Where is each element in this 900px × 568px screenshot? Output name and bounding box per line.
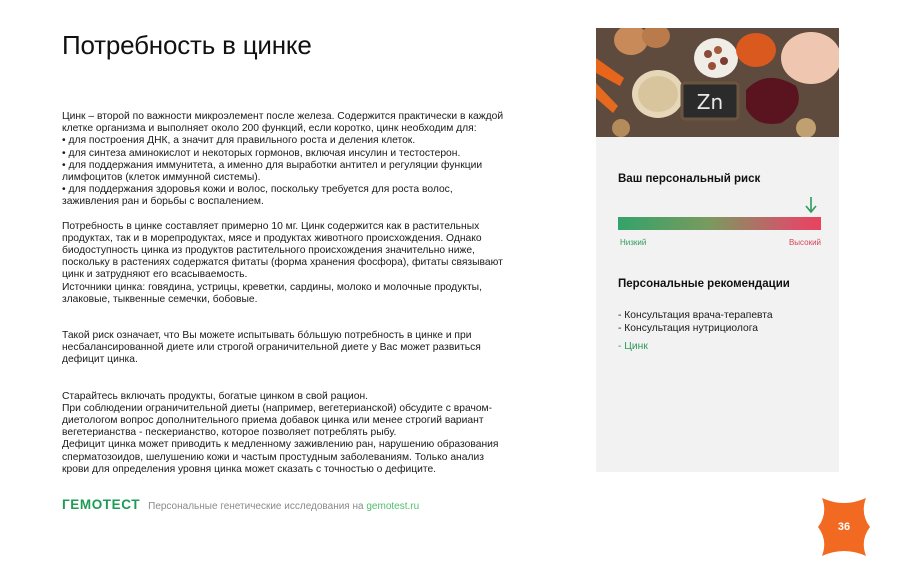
zinc-link[interactable]: - Цинк	[618, 341, 648, 352]
gemotest-logo: ГЕМОТЕСТ	[62, 497, 141, 512]
paragraph-zinc-sources	[62, 221, 562, 306]
paragraph-risk-meaning	[62, 330, 562, 367]
text-line: Источники цинка: говядина, устрицы, креветки, сардины, молоко и молочные продукты,	[62, 281, 482, 293]
text-line: Дефицит цинка может приводить к медленному заживлению ран, нарушению образования	[62, 439, 499, 451]
risk-title: Ваш персональный риск	[618, 173, 761, 185]
text-line: биодоступность цинка из продуктов растительного происхождения значительно ниже,	[62, 245, 475, 257]
text-line: лимфоцитов (клеток иммунной системы).	[62, 172, 261, 184]
text-line: Потребность в цинке составляет примерно 10 мг. Цинк содержится как в растительных	[62, 220, 480, 232]
page-number: 36	[837, 521, 851, 533]
text-line: • для поддержания здоровья кожи и волос, поскольку требуется для роста волос,	[62, 184, 453, 196]
text-line: • для синтеза аминокислот и некоторых гормонов, включая инсулин и тестостерон.	[62, 147, 461, 159]
paragraph-zinc-functions	[62, 111, 562, 209]
footer-caption: Персональные генетические исследования на	[148, 501, 364, 512]
recommendation-item: - Консультация нутрициолога	[618, 322, 759, 334]
text-line: диетологом вопрос дополнительного приема добавок цинка или менее строгий вариант	[62, 415, 484, 427]
paragraph-advice	[62, 391, 562, 476]
zn-board-label: Zn	[696, 90, 724, 114]
risk-low-label: Низкий	[620, 238, 647, 247]
text-line: вегетерианства - пескерианство, которое позволяет потреблять рыбу.	[62, 427, 397, 439]
text-line: заживления ран и борьбы с воспалением.	[62, 196, 264, 208]
footer-text	[148, 501, 419, 512]
footer	[62, 497, 419, 512]
text-line: • для поддержания иммунитета, а именно для выработки антител и регуляции функции	[62, 159, 483, 171]
text-line: Такой риск означает, что Вы можете испытывать бóльшую потребность в цинке и при	[62, 330, 472, 342]
text-line: дефицит цинка.	[62, 354, 138, 366]
food-illustration	[596, 28, 839, 137]
text-line: клетке организма и выполняет около 200 функций, если коротко, цинк необходим для:	[62, 123, 477, 135]
text-line: несбалансированной диете или строгой ограничительной диете у Вас может развиться	[62, 342, 481, 354]
recommendation-item: - Консультация врача-терапевта	[618, 310, 773, 321]
text-line: сперматозоидов, шелушению кожи и частым простудным заболеваниям. Только анализ	[62, 451, 484, 463]
text-line: продуктах, так и в морепродуктах, мясе и продуктах животного происхождения. Однако	[62, 232, 482, 244]
recommendations-title: Персональные рекомендации	[618, 278, 790, 290]
main-text	[62, 111, 562, 476]
text-line: • для построения ДНК, а значит для правильного роста и деления клеток.	[62, 135, 416, 147]
risk-arrow-down-icon	[804, 196, 818, 214]
text-line: злаковые, тыквенные семечки, бобовые.	[62, 293, 258, 305]
text-line: При соблюдении ограничительной диеты (например, вегетерианской) обсудите с врачом-	[62, 402, 493, 414]
footer-website-link[interactable]: gemotest.ru	[366, 501, 420, 512]
text-line: поскольку в растениях содержатся фитаты (форма хранения фосфора), фитаты связывают	[62, 257, 503, 269]
text-line: цинк и затрудняют его всасываемость.	[62, 269, 248, 281]
risk-gradient-bar	[618, 217, 821, 230]
text-line: Цинк – второй по важности микроэлемент после железа. Содержится практически в каждой	[62, 111, 504, 122]
risk-high-label: Высокий	[788, 238, 821, 247]
zinc-foods-photo	[596, 28, 839, 137]
text-line: Старайтесь включать продукты, богатые цинком в свой рацион.	[62, 390, 369, 402]
text-line: крови для определения уровня цинка может сказать с точностью о дефиците.	[62, 463, 437, 475]
recommendations-list	[618, 310, 773, 335]
page-title: Потребность в цинке	[62, 30, 312, 60]
sidebar-panel	[596, 28, 839, 472]
